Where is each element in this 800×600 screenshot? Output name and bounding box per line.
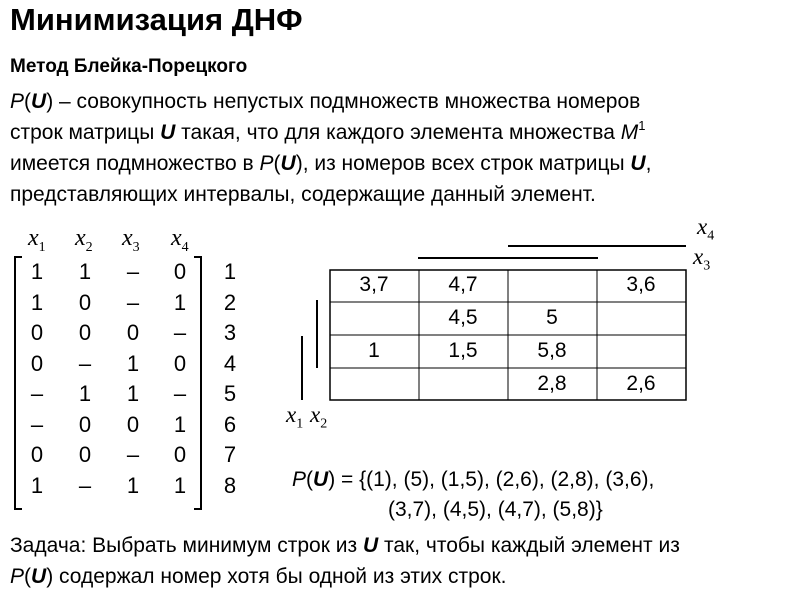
- label-x4: $x_4$: [697, 214, 715, 244]
- matrix-cell: 0: [30, 320, 44, 345]
- karnaugh-cell: 1,5: [448, 339, 478, 362]
- matrix-row-number: 1: [223, 259, 237, 284]
- definition-text: строк матрицы: [10, 121, 161, 144]
- u-symbol: U: [362, 534, 379, 557]
- karnaugh-cell: 5,8: [537, 339, 567, 362]
- karnaugh-cell: 4,5: [448, 306, 478, 329]
- label-x2: $x_2$: [310, 402, 328, 432]
- task-text: ) содержал номер хотя бы одной из этих строк.: [46, 565, 507, 588]
- u-symbol: U: [31, 565, 47, 588]
- matrix-header-x4: $x_4$: [171, 225, 189, 255]
- matrix-cell: –: [126, 289, 140, 315]
- matrix-cell: 1: [30, 289, 44, 315]
- matrix-cell: 1: [173, 289, 187, 315]
- definition-line-4: представляющих интервалы, содержащие данный элемент.: [10, 183, 596, 206]
- p-symbol: P: [10, 90, 25, 113]
- matrix-cell: 0: [30, 442, 44, 467]
- matrix-cell: 0: [173, 350, 187, 376]
- task-text: Задача: Выбрать минимум строк из: [10, 534, 363, 557]
- matrix-header-x2: $x_2$: [75, 225, 93, 255]
- matrix-cell: 1: [30, 259, 44, 284]
- u-symbol: U: [630, 152, 646, 175]
- definition-text: ,: [645, 152, 652, 175]
- pu-set-text: ) = {(1), (5), (1,5), (2,6), (2,8), (3,6),: [328, 468, 655, 491]
- u-symbol: U: [313, 468, 329, 491]
- method-heading: Метод Блейка-Порецкого: [10, 56, 248, 77]
- matrix-row-number: 6: [223, 411, 237, 437]
- karnaugh-cell: 2,8: [537, 372, 567, 395]
- matrix-row-number: 4: [223, 350, 237, 376]
- task-line-2: P(U) содержал номер хотя бы одной из этих строк.: [10, 565, 507, 588]
- definition-text: имеется подмножество в: [10, 152, 260, 175]
- matrix-cell: –: [30, 381, 44, 406]
- page-title: Минимизация ДНФ: [10, 2, 303, 37]
- matrix-cell: –: [78, 472, 92, 498]
- matrix-cell: –: [126, 442, 140, 467]
- m-symbol: M: [620, 121, 639, 144]
- matrix-cell: 0: [78, 289, 92, 315]
- matrix-cell: 0: [173, 442, 187, 467]
- matrix-cell: –: [126, 259, 140, 284]
- matrix-row-number: 7: [223, 442, 237, 467]
- matrix-header-x1: $x_1$: [28, 225, 46, 255]
- definition-text: ) – совокупность непустых подмножеств множества номеров: [46, 90, 641, 113]
- karnaugh-cell: 5: [546, 306, 558, 329]
- matrix-cell: –: [173, 320, 187, 345]
- matrix-header-x3: $x_3$: [122, 225, 140, 255]
- karnaugh-cell: 4,7: [448, 273, 478, 296]
- matrix-cell: –: [30, 411, 44, 437]
- matrix-cell: 1: [173, 411, 187, 437]
- definition-line-1: P(U) – совокупность непустых подмножеств множества номеров: [10, 90, 641, 113]
- task-line-1: [10, 534, 680, 558]
- matrix-cell: 0: [78, 442, 92, 467]
- karnaugh-cell: 1: [368, 339, 380, 362]
- matrix-cell: 1: [126, 381, 140, 406]
- task-text: так, чтобы каждый элемент из: [378, 534, 680, 557]
- matrix-cell: 1: [78, 259, 92, 284]
- matrix-cell: 0: [173, 259, 187, 284]
- u-symbol: U: [280, 152, 296, 175]
- p-symbol: P: [292, 468, 307, 491]
- matrix-cell: 0: [30, 350, 44, 376]
- matrix-cell: 0: [78, 320, 92, 345]
- definition-line-3: имеется подмножество в P(U), из номеров всех строк матрицы U,: [10, 152, 652, 175]
- matrix-cell: 0: [78, 411, 92, 437]
- pu-set-line-2: (3,7), (4,5), (4,7), (5,8)}: [388, 498, 603, 521]
- matrix-cell: 0: [126, 320, 140, 345]
- matrix-row-number: 8: [223, 472, 237, 498]
- p-symbol: P: [259, 152, 274, 175]
- pu-set-line-1: P(U) = {(1), (5), (1,5), (2,6), (2,8), (3,6),: [292, 468, 655, 491]
- matrix-cell: –: [173, 381, 187, 406]
- m-superscript: 1: [638, 118, 646, 133]
- matrix-cell: 1: [126, 472, 140, 498]
- matrix-row-number: 2: [223, 289, 237, 315]
- matrix-cell: 1: [173, 472, 187, 498]
- karnaugh-cell: 3,6: [626, 273, 656, 296]
- definition-text: ), из номеров всех строк матрицы: [295, 152, 631, 175]
- karnaugh-cell: 3,7: [359, 273, 389, 296]
- matrix-cell: –: [78, 350, 92, 376]
- label-x3: $x_3$: [693, 244, 711, 274]
- karnaugh-cell: 2,6: [626, 372, 656, 395]
- matrix-cell: 1: [30, 472, 44, 498]
- matrix-cell: 0: [126, 411, 140, 437]
- matrix-row-number: 3: [223, 320, 237, 345]
- definition-text: такая, что для каждого элемента множества: [175, 121, 621, 144]
- label-x1: $x_1$: [286, 402, 304, 432]
- matrix-cell: 1: [126, 350, 140, 376]
- matrix-cell: 1: [78, 381, 92, 406]
- u-symbol: U: [31, 90, 47, 113]
- u-symbol: U: [160, 121, 176, 144]
- matrix-row-number: 5: [223, 381, 237, 406]
- p-symbol: P: [10, 565, 25, 588]
